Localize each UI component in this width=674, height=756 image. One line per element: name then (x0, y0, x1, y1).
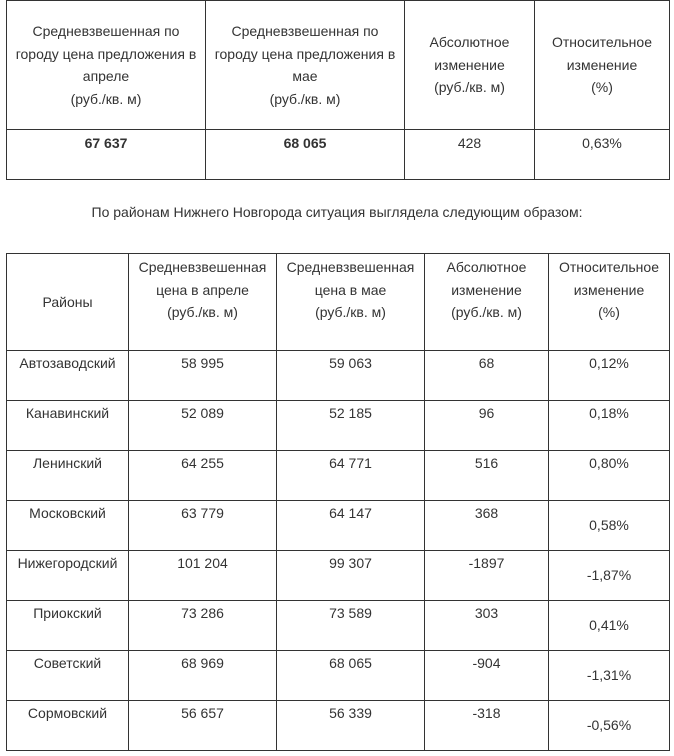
price-april: 73 286 (129, 601, 277, 651)
relative-change: 0,58% (549, 501, 670, 551)
table-row (7, 551, 670, 601)
absolute-change: -1897 (425, 551, 549, 601)
price-may: 68 065 (277, 651, 425, 701)
relative-change: 0,18% (549, 401, 670, 451)
district-name: Приокский (7, 601, 129, 651)
header-absolute-change: Абсолютное изменение (руб./кв. м) (405, 1, 535, 130)
price-april: 63 779 (129, 501, 277, 551)
district-name: Советский (7, 651, 129, 701)
absolute-change: 68 (425, 351, 549, 401)
price-april: 58 995 (129, 351, 277, 401)
district-name: Автозаводский (7, 351, 129, 401)
district-table-header-row (7, 254, 670, 351)
price-april: 56 657 (129, 701, 277, 751)
price-april: 64 255 (129, 451, 277, 501)
table-row (7, 351, 670, 401)
price-may: 64 147 (277, 501, 425, 551)
absolute-change: 516 (425, 451, 549, 501)
district-name: Сормовский (7, 701, 129, 751)
table-row (7, 501, 670, 551)
district-name: Канавинский (7, 401, 129, 451)
relative-change: -1,31% (549, 651, 670, 701)
relative-change: 0,41% (549, 601, 670, 651)
district-name: Нижегородский (7, 551, 129, 601)
city-relative-change: 0,63% (535, 130, 670, 180)
district-caption: По районам Нижнего Новгорода ситуация выглядела следующим образом: (91, 204, 583, 220)
relative-change: 0,80% (549, 451, 670, 501)
header-city-price-may: Средневзвешенная по городу цена предложения в мае (руб./кв. м) (206, 1, 405, 130)
header-relative-change: Относительное изменение (%) (535, 1, 670, 130)
header-price-may: Средневзвешенная цена в мае (руб./кв. м) (277, 254, 425, 351)
city-price-april: 67 637 (7, 130, 206, 180)
price-april: 52 089 (129, 401, 277, 451)
absolute-change: 303 (425, 601, 549, 651)
city-absolute-change: 428 (405, 130, 535, 180)
price-may: 56 339 (277, 701, 425, 751)
absolute-change: -318 (425, 701, 549, 751)
city-table-row (7, 130, 670, 180)
table-row (7, 651, 670, 701)
relative-change: -1,87% (549, 551, 670, 601)
city-price-table (6, 0, 670, 180)
price-may: 59 063 (277, 351, 425, 401)
table-row (7, 601, 670, 651)
city-table-header-row (7, 1, 670, 130)
header-price-april: Средневзвешенная цена в апреле (руб./кв. м) (129, 254, 277, 351)
absolute-change: 368 (425, 501, 549, 551)
table-row (7, 451, 670, 501)
price-may: 99 307 (277, 551, 425, 601)
price-april: 68 969 (129, 651, 277, 701)
district-price-table (6, 253, 670, 751)
price-may: 52 185 (277, 401, 425, 451)
relative-change: 0,12% (549, 351, 670, 401)
relative-change: -0,56% (549, 701, 670, 751)
price-may: 64 771 (277, 451, 425, 501)
header-city-price-april: Средневзвешенная по городу цена предложения в апреле (руб./кв. м) (7, 1, 206, 130)
price-april: 101 204 (129, 551, 277, 601)
city-price-may: 68 065 (206, 130, 405, 180)
header-district-relative-change: Относительное изменение (%) (549, 254, 670, 351)
absolute-change: -904 (425, 651, 549, 701)
absolute-change: 96 (425, 401, 549, 451)
district-name: Ленинский (7, 451, 129, 501)
table-row (7, 401, 670, 451)
table-row (7, 701, 670, 751)
price-may: 73 589 (277, 601, 425, 651)
district-name: Московский (7, 501, 129, 551)
header-district-absolute-change: Абсолютное изменение (руб./кв. м) (425, 254, 549, 351)
header-districts: Районы (7, 254, 129, 351)
